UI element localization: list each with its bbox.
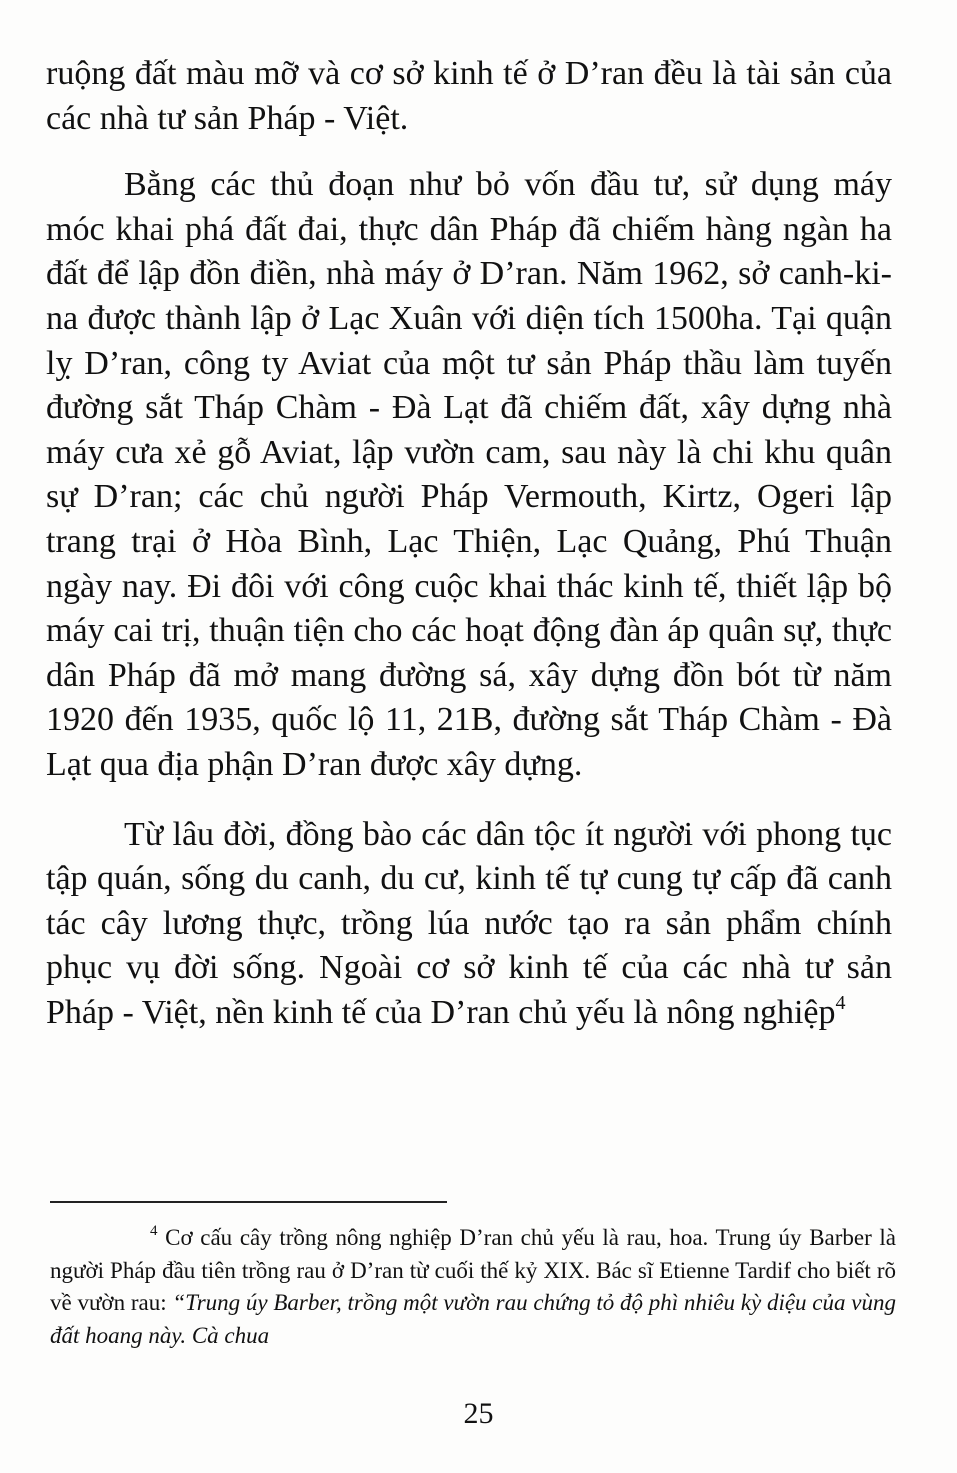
page-number: 25 (463, 1397, 494, 1430)
paragraph-2: Bằng các thủ đoạn như bỏ vốn đầu tư, sử dụng máy móc khai phá đất đai, thực dân Pháp đã chiếm hàng ngàn ha đất để lập đồn điền, nhà máy ở D’ran. Năm 1962, sở canh-ki-na được thành lập ở Lạc Xuân với diện tích 1500ha. Tại quận lỵ D’ran, công ty Aviat của một tư sản Pháp thầu làm tuyến đường sắt Tháp Chàm - Đà Lạt đã chiếm đất, xây dựng nhà máy cưa xẻ gỗ Aviat, lập vườn cam, sau này là chi khu quân sự D’ran; các chủ người Pháp Vermouth, Kirtz, Ogeri lập trang trại ở Hòa Bình, Lạc Thiện, Lạc Quảng, Phú Thuận ngày nay. Đi đôi với công cuộc khai thác kinh tế, thiết lập bộ máy cai trị, thuận tiện cho các hoạt động đàn áp quân sự, thực dân Pháp đã mở mang đường sá, xây dựng đồn bót từ năm 1920 đến 1935, quốc lộ 11, 21B, đường sắt Tháp Chàm - Đà Lạt qua địa phận D’ran được xây dựng. (46, 166, 892, 783)
footnote-marker: 4 (150, 1223, 158, 1239)
paragraph-3-text: Từ lâu đời, đồng bào các dân tộc ít người với phong tục tập quán, sống du canh, du cư, kinh tế tự cung tự cấp đã canh tác cây lương thực, trồng lúa nước tạo ra sản phẩm chính phục vụ đời sống. Ngoài cơ sở kinh tế của các nhà tư sản Pháp - Việt, nền kinh tế của D’ran chủ yếu là nông nghiệp (46, 815, 892, 1031)
footnote-quote: “Trung úy Barber, trồng một vườn rau chứng tỏ độ phì nhiêu kỳ diệu của vùng đất hoang này. Cà chua (50, 1290, 896, 1348)
footnote-divider (50, 1201, 447, 1203)
paragraph-3 (46, 813, 892, 1036)
footnote (50, 1222, 896, 1352)
paragraph-1: ruộng đất màu mỡ và cơ sở kinh tế ở D’ran đều là tài sản của các nhà tư sản Pháp - Việt. (46, 55, 892, 137)
footnote-reference: 4 (835, 991, 846, 1014)
footnote-paragraph (50, 1222, 896, 1352)
footnote-text: Cơ cấu cây trồng nông nghiệp D’ran chủ yếu là rau, hoa. Trung úy Barber là người Pháp đầu tiên trồng rau ở D’ran từ cuối thế kỷ XIX. Bác sĩ Etienne Tardif cho biết rõ về vườn rau: (50, 1225, 896, 1315)
main-text (46, 52, 892, 1035)
